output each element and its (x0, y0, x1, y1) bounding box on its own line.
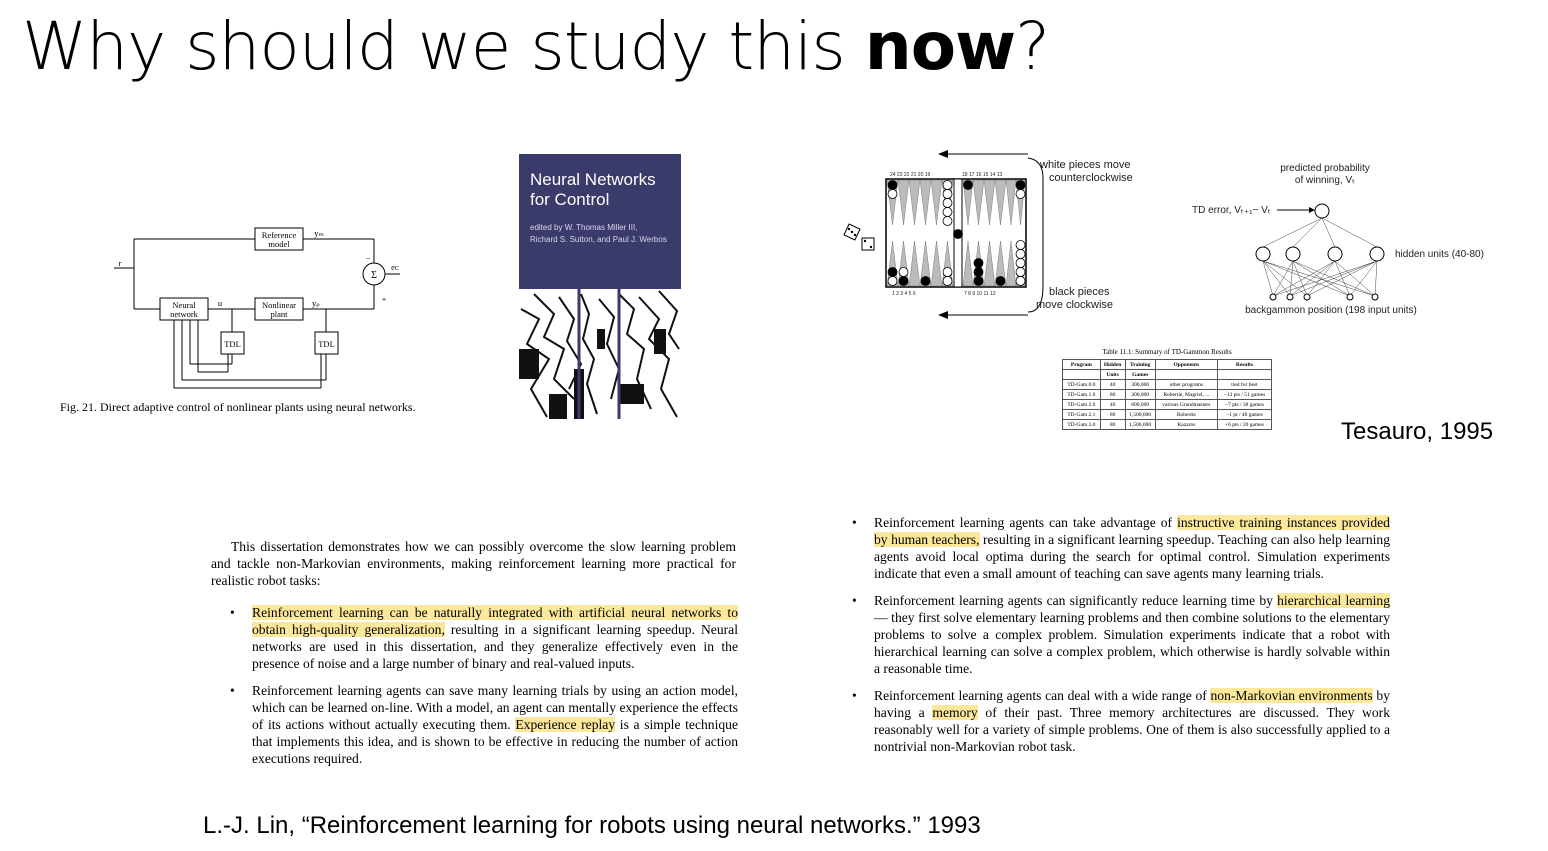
bullet-icon: • (852, 593, 857, 608)
book-authors-line-2: Richard S. Sutton, and Paul J. Werbos (530, 235, 667, 244)
bullet-text: is a simple technique that implements this idea, and is shown to be effective in reducing the number of action executions required. (252, 717, 738, 766)
table-header: Opponents (1155, 360, 1217, 370)
white-pieces-label: white pieces move (1040, 159, 1131, 171)
black-pieces-label: black pieces (1049, 286, 1110, 298)
table-row (1063, 380, 1272, 390)
bullet-icon: • (230, 683, 235, 698)
neural-network-label: Neural (172, 300, 196, 310)
table-row (1063, 390, 1272, 400)
table-cell: tied for best (1217, 380, 1271, 390)
table-cell: TD-Gam 1.0 (1063, 390, 1101, 400)
intro-paragraph: This dissertation demonstrates how we can possibly overcome the slow learning problem and tackle non-Markovian environments, making reinforcement learning more practical for realistic robot tasks: (211, 539, 736, 588)
highlighted-text: Experience replay (515, 717, 616, 732)
table-subheader: Games (1125, 370, 1155, 380)
table-cell: 80 (1100, 390, 1125, 400)
white-pieces-label-2: counterclockwise (1049, 172, 1133, 184)
bullet-icon: • (852, 688, 857, 703)
bullet-text: Reinforcement learning agents can take advantage of (874, 515, 1178, 530)
bullet-icon: • (230, 605, 235, 620)
bullet-icon: • (852, 515, 857, 530)
td-error-label: TD error, Vₜ₊₁− Vₜ (1192, 205, 1271, 216)
dissertation-intro (211, 538, 736, 589)
highlighted-text: instructive training instances provided by human teachers, (874, 515, 1390, 547)
hidden-layer-label: hidden units (40-80) (1395, 249, 1484, 260)
table-cell: 300,000 (1125, 390, 1155, 400)
table-cell: Robertie, Magriel, ... (1155, 390, 1217, 400)
book-authors (530, 222, 680, 246)
table-header: Program (1063, 360, 1101, 370)
ec-label: eᴄ (391, 262, 399, 272)
book-authors-line-1: edited by W. Thomas Miller III, (530, 223, 638, 232)
highlighted-text: Reinforcement learning can be naturally integrated with artificial neural networks to obtain high-quality generalization, (252, 605, 738, 637)
table-cell: 40 (1100, 380, 1125, 390)
table-cell: TD-Gam 0.0 (1063, 380, 1101, 390)
tdl-label-2: TDL (318, 339, 335, 349)
minus-sign: − (365, 253, 371, 263)
table-subheader: Units (1100, 370, 1125, 380)
td-gammon-table (1062, 348, 1272, 430)
output-label-2: of winning, Vₜ (1294, 175, 1356, 186)
list-item (852, 592, 1390, 677)
table-cell: TD-Gam 2.1 (1063, 410, 1101, 420)
table-cell: other programs (1155, 380, 1217, 390)
sum-symbol: Σ (371, 270, 377, 281)
highlighted-text: memory (932, 705, 978, 720)
book-title-line-1: Neural Networks (530, 170, 656, 189)
lin-citation: L.-J. Lin, “Reinforcement learning for robots using neural networks.” 1993 (203, 812, 981, 839)
table-cell: 1,500,000 (1125, 420, 1155, 430)
reference-model-label-2: model (268, 239, 290, 249)
results-table (1062, 359, 1272, 430)
bullet-text: resulting in a significant learning speedup. Teaching can also help learning agents avoid local optima during the search for optimal control. Simulation experiments indicate that even a small amount of teaching can save agents many learning trials. (874, 532, 1390, 581)
table-cell: 300,000 (1125, 380, 1155, 390)
table-cell: TD-Gam 2.0 (1063, 400, 1101, 410)
board-bottom-numbers-left: 1 2 3 4 5 6 (892, 291, 916, 297)
plus-sign: + (381, 294, 387, 304)
list-item (852, 687, 1390, 755)
neural-network-label-2: network (170, 309, 198, 319)
table-cell: 40 (1100, 400, 1125, 410)
table-cell: −1 pt / 40 games (1217, 410, 1271, 420)
board-top-numbers-right: 18 17 16 15 14 13 (962, 172, 1003, 178)
adaptive-control-diagram (112, 220, 402, 398)
right-bullet-list (852, 514, 1390, 765)
bullet-text: — they first solve elementary learning problems and then combine solutions to the elementary problems to solve a complex problem. Simulation experiments indicate that a robot with hierarchical learning can solve a complex problem, which otherwise is hardly solvable within a reasonable time. (874, 610, 1390, 676)
table-title: Table 11.1: Summary of TD-Gammon Results (1102, 348, 1232, 356)
board-bottom-numbers-right: 7 8 9 10 11 12 (964, 291, 996, 297)
table-cell: 1,500,000 (1125, 410, 1155, 420)
highlighted-text: hierarchical learning (1277, 593, 1390, 608)
u-label: u (217, 298, 223, 308)
table-cell: −13 pts / 51 games (1217, 390, 1271, 400)
table-subheader (1155, 370, 1217, 380)
tdl-label-1: TDL (224, 339, 241, 349)
table-cell: 800,000 (1125, 400, 1155, 410)
bullet-text: of their past. Three memory architectures are discussed. They work reasonably well for a variety of simple problems. One of them is also successfully applied to a nontrivial non-Markovian robot task. (874, 705, 1390, 754)
slide-title: Why should we study this now? (22, 8, 1050, 85)
ym-label: yₘ (314, 228, 324, 238)
table-cell: 80 (1100, 410, 1125, 420)
dice-icon (844, 224, 874, 250)
tesauro-citation: Tesauro, 1995 (1341, 418, 1494, 445)
plant-label: Nonlinear (262, 300, 296, 310)
output-label: predicted probability (1280, 163, 1370, 174)
table-cell: 80 (1100, 420, 1125, 430)
table-row (1063, 420, 1272, 430)
table-cell: −7 pts / 38 games (1217, 400, 1271, 410)
table-subheader (1063, 370, 1101, 380)
list-item (230, 682, 738, 767)
board-top-numbers-left: 24 23 22 21 20 19 (890, 172, 931, 178)
table-cell: various Grandmasters (1155, 400, 1217, 410)
table-header: Training (1125, 360, 1155, 370)
table-cell: +6 pts / 20 games (1217, 420, 1271, 430)
highlighted-text: non-Markovian environments (1210, 688, 1373, 703)
bullet-text: Reinforcement learning agents can deal with a wide range of (874, 688, 1211, 703)
table-subheader (1217, 370, 1271, 380)
table-cell: TD-Gam 3.0 (1063, 420, 1101, 430)
input-layer-label: backgammon position (198 input units) (1245, 305, 1417, 316)
yp-label: yₚ (312, 298, 320, 308)
table-cell: Robertie (1155, 410, 1217, 420)
book-title (530, 170, 680, 210)
plant-label-2: plant (270, 309, 288, 319)
r-label: r (118, 258, 122, 268)
table-header: Results (1217, 360, 1271, 370)
reference-model-label: Reference (261, 230, 297, 240)
table-cell: Kazaros (1155, 420, 1217, 430)
figure-caption: Fig. 21. Direct adaptive control of nonlinear plants using neural networks. (60, 400, 416, 414)
td-gammon-network-diagram (1165, 155, 1505, 320)
left-bullet-list (230, 604, 738, 777)
table-row (1063, 410, 1272, 420)
bullet-text: by having a (874, 688, 1390, 720)
book-cover-image (519, 289, 681, 419)
table-header: Hidden (1100, 360, 1125, 370)
backgammon-board-diagram (838, 150, 1158, 320)
table-row (1063, 400, 1272, 410)
bullet-text: resulting in a significant learning speedup. Neural networks are used in this dissertation, and they generalize effectively even in the presence of noise and a large number of binary and real-valued inputs. (252, 622, 738, 671)
bullet-text: Reinforcement learning agents can significantly reduce learning time by (874, 593, 1278, 608)
list-item (852, 514, 1390, 582)
book-cover (519, 154, 681, 419)
list-item (230, 604, 738, 672)
bullet-text: Reinforcement learning agents can save many learning trials by using an action model, which can be learned on-line. With a model, an agent can mentally experience the effects of its actions without actually executing them. (252, 683, 738, 732)
book-title-line-2: for Control (530, 190, 610, 209)
black-pieces-label-2: move clockwise (1036, 299, 1114, 311)
